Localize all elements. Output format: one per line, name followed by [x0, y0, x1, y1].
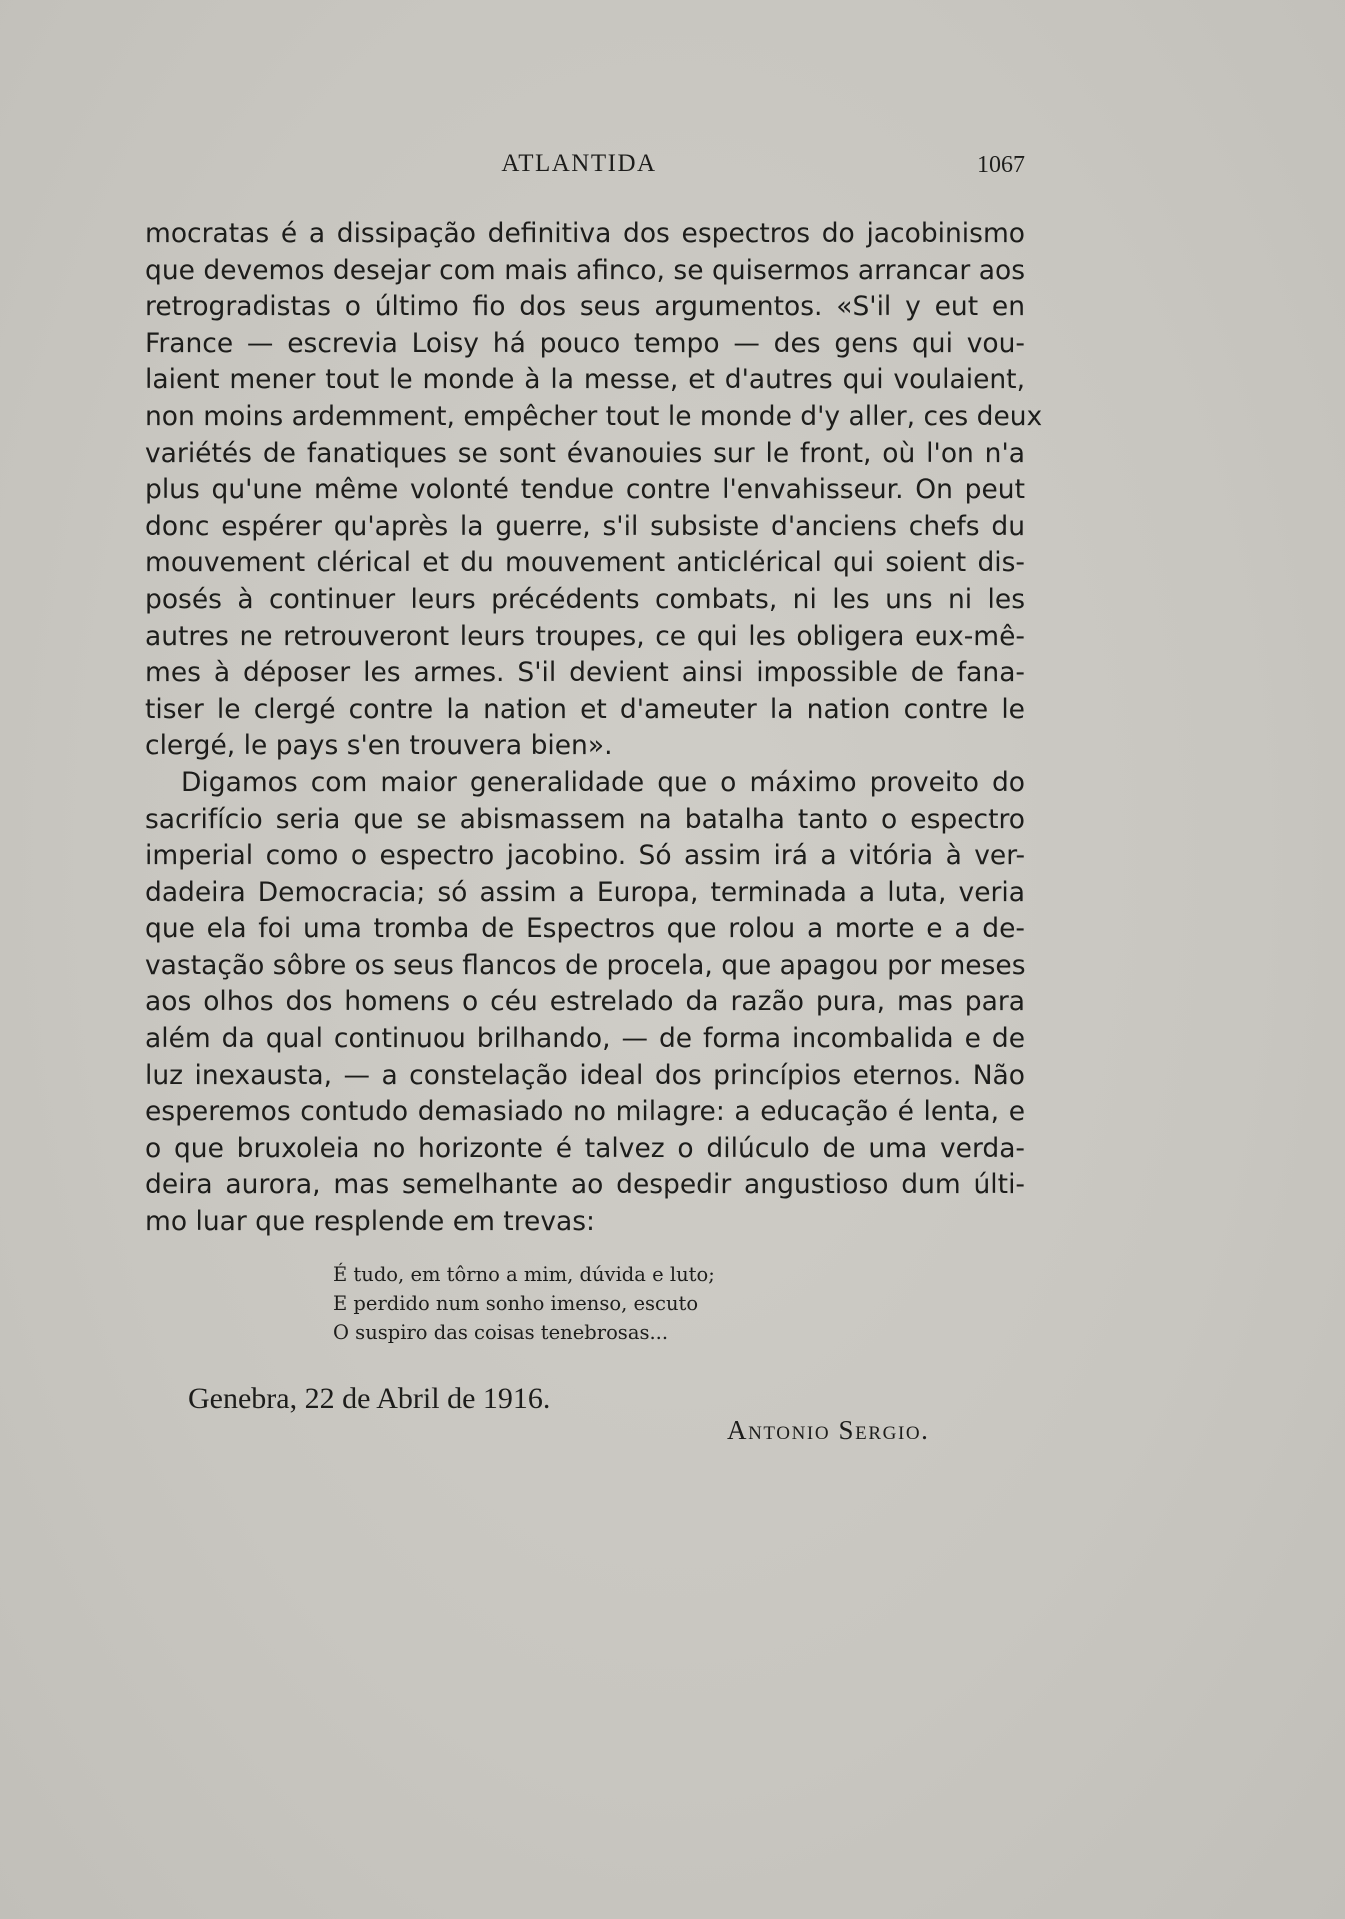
place-date-line: Genebra, 22 de Abril de 1916.: [188, 1382, 551, 1415]
body-text: [145, 216, 1043, 1241]
text-line: non moins ardemment, empêcher tout le monde d'y aller, ces deux: [145, 400, 1043, 432]
author-signature: Antonio Sergio.: [727, 1415, 930, 1445]
text-line: além da qual continuou brilhando, — de forma incombalida e de: [145, 1023, 1025, 1055]
text-line: Digamos com maior generalidade que o máximo proveito do: [181, 766, 1025, 798]
verse-line: É tudo, em tôrno a mim, dúvida e luto;: [333, 1263, 715, 1286]
paragraph: [145, 765, 1025, 1241]
running-header: [145, 148, 1025, 188]
text-line: vastação sôbre os seus flancos de procela, que apagou por meses: [145, 949, 1026, 981]
text-line: luz inexausta, — a constelação ideal dos princípios eternos. Não: [145, 1059, 1025, 1091]
text-line: que ela foi uma tromba de Espectros que rolou a morte e a de-: [145, 913, 1025, 945]
text-line: imperial como o espectro jacobino. Só assim irá a vitória à ver-: [145, 840, 1025, 872]
text-line: posés à continuer leurs précédents combats, ni les uns ni les: [145, 583, 1025, 615]
text-line: retrogradistas o último fio dos seus argumentos. «S'il y eut en: [145, 291, 1025, 323]
text-line: donc espérer qu'après la guerre, s'il subsiste d'anciens chefs du: [145, 510, 1025, 542]
verse-line: E perdido num sonho imenso, escuto: [333, 1292, 699, 1315]
verse-line: O suspiro das coisas tenebrosas...: [333, 1321, 669, 1344]
text-line: dadeira Democracia; só assim a Europa, terminada a luta, veria: [145, 876, 1025, 908]
paragraph: [145, 216, 1043, 765]
text-line: deira aurora, mas semelhante ao despedir angustioso dum últi-: [145, 1169, 1025, 1201]
text-line: mes à déposer les armes. S'il devient ainsi impossible de fana-: [145, 657, 1025, 689]
text-line: clergé, le pays s'en trouvera bien».: [145, 730, 613, 762]
text-line: tiser le clergé contre la nation et d'ameuter la nation contre le: [145, 693, 1025, 725]
text-line: o que bruxoleia no horizonte é talvez o dilúculo de uma verda-: [145, 1132, 1025, 1164]
text-line: aos olhos dos homens o céu estrelado da razão pura, mas para: [145, 986, 1025, 1018]
text-line: mouvement clérical et du mouvement anticlérical qui soient dis-: [145, 547, 1025, 579]
text-line: sacrifício seria que se abismassem na batalha tanto o espectro: [145, 803, 1025, 835]
text-line: plus qu'une même volonté tendue contre l'envahisseur. On peut: [145, 474, 1025, 506]
text-line: mo luar que resplende em trevas:: [145, 1206, 595, 1238]
text-line: variétés de fanatiques se sont évanouies sur le front, où l'on n'a: [145, 437, 1025, 469]
text-line: esperemos contudo demasiado no milagre: a educação é lenta, e: [145, 1096, 1025, 1128]
text-line: laient mener tout le monde à la messe, et d'autres qui voulaient,: [145, 364, 1025, 396]
text-line: mocratas é a dissipação definitiva dos espectros do jacobinismo: [145, 218, 1025, 249]
text-line: autres ne retrouveront leurs troupes, ce qui les obligera eux-mê-: [145, 620, 1025, 652]
text-line: que devemos desejar com mais afinco, se quisermos arrancar aos: [145, 254, 1025, 286]
text-line: France — escrevia Loisy há pouco tempo — des gens qui vou-: [145, 327, 1025, 359]
page-number: 1067: [977, 152, 1025, 178]
running-title: ATLANTIDA: [501, 150, 657, 177]
verse-quotation: [333, 1260, 715, 1347]
